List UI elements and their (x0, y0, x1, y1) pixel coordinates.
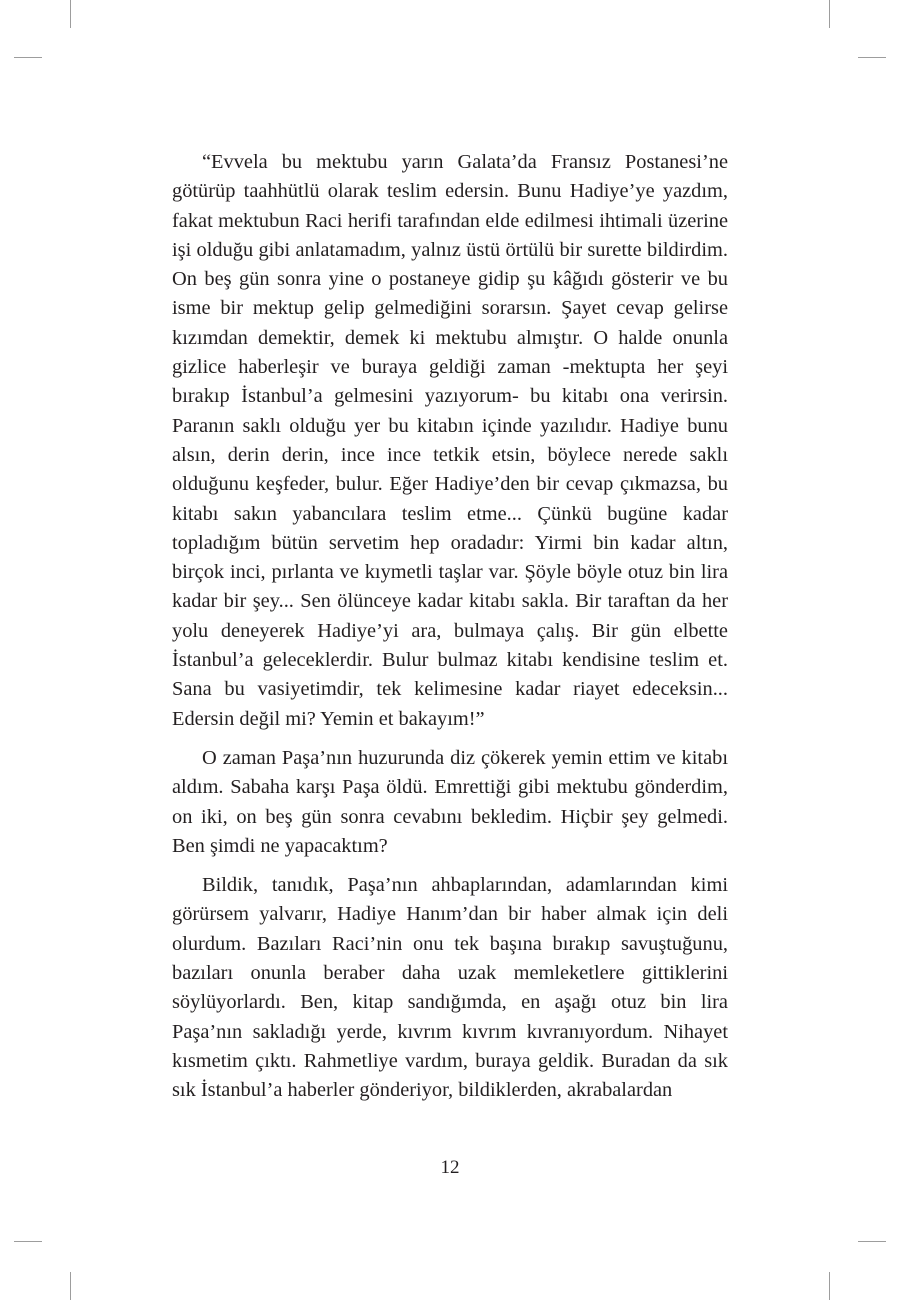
page-number: 12 (440, 1157, 460, 1178)
body-text (172, 148, 728, 1106)
crop-mark-bottom-left-vertical (70, 1272, 71, 1300)
crop-mark-bottom-left-horizontal (14, 1241, 42, 1242)
paragraph-search-for-hadiye: Bildik, tanıdık, Paşa’nın ahbaplarından, adamlarından kimi görürsem yalvarır, Hadiye Hanım’dan bir haber almak için deli olurdum. Bazıları Raci’nin onu tek başına bırakıp savuştuğunu, bazıları onunla beraber daha uzak memleketlere gittiklerini söylüyorlardı. Ben, kitap sandığımda, en aşağı otuz bin lira Paşa’nın sakladığı yerde, kıvrım kıvrım kıvranıyordum. Nihayet kısmetim çıktı. Rahmetliye vardım, buraya geldik. Buradan da sık sık İstanbul’a haberler gönderiyor, bildiklerden, akrabalardan (172, 874, 728, 1102)
crop-mark-top-left-horizontal (14, 57, 42, 58)
crop-mark-bottom-right-horizontal (858, 1241, 886, 1242)
crop-mark-top-right-horizontal (858, 57, 886, 58)
crop-mark-bottom-right-vertical (829, 1272, 830, 1300)
paragraph-oath: O zaman Paşa’nın huzurunda diz çökerek yemin ettim ve kitabı aldım. Sabaha karşı Paşa öldü. Emrettiği gibi mektubu gönderdim, on iki, on beş gün sonra cevabını bekledim. Hiçbir şey gelmedi. Ben şimdi ne yapacaktım? (172, 746, 728, 857)
crop-mark-top-left-vertical (70, 0, 71, 28)
crop-mark-top-right-vertical (829, 0, 830, 28)
paragraph-pasha-testament: “Evvela bu mektubu yarın Galata’da Fransız Postanesi’ne götürüp taahhütlü olarak teslim edersin. Bunu Hadiye’ye yazdım, fakat mektubun Raci herifi tarafından elde edilmesi ihtimali üzerine işi olduğu gibi anlatamadım, yalnız üstü örtülü bir surette bildirdim. On beş gün sonra yine o postaneye gidip şu kâğıdı gösterir ve bu isme bir mektup gelip gelmediğini sorarsın. Şayet cevap gelirse kızımdan demektir, demek ki mektubu almıştır. O halde onunla gizlice haberleşir ve buraya geldiği zaman -mektupta her şeyi bırakıp İstanbul’a gelmesini yazıyorum- bu kitabı ona verirsin. Paranın saklı olduğu yer bu kitabın içinde yazılıdır. Hadiye bunu alsın, derin derin, ince ince tetkik etsin, böylece nerede saklı olduğunu keşfeder, bulur. Eğer Hadiye’den bir cevap çıkmazsa, bu kitabı sakın yabancılara teslim etme... Çünkü bugüne kadar topladığım bütün servetim hep oradadır: Yirmi bin kadar altın, birçok inci, pırlanta ve kıymetli taşlar var. Şöyle böyle otuz bin lira kadar bir şey... Sen ölünceye kadar kitabı sakla. Bir taraftan da her yolu deneyerek Hadiye’yi ara, bulmaya çalış. Bir gün elbette İstanbul’a geleceklerdir. Bulur bulmaz kitabı kendisine teslim et. Sana bu vasiyetimdir, tek kelimesine kadar riayet edeceksin... Edersin değil mi? Yemin et bakayım!” (172, 151, 728, 730)
